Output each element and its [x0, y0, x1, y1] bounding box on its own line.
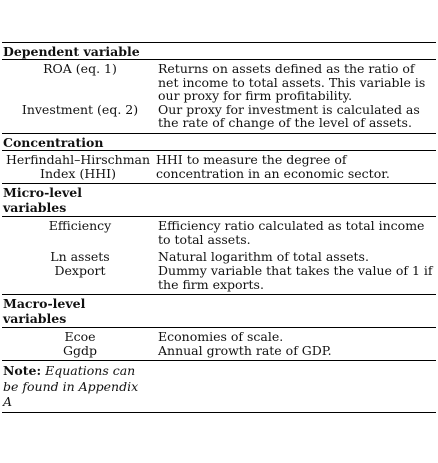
table-row	[2, 344, 436, 358]
table-row	[2, 250, 436, 264]
variable-name: Ggdp	[63, 342, 97, 358]
variable-description: HHI to measure the degree of concentration in an economic sector.	[156, 151, 390, 181]
variable-description: Efficiency ratio calculated as total income to total assets.	[158, 218, 425, 247]
variable-description: Natural logarithm of total assets.	[158, 249, 369, 265]
variable-name: Dexport	[54, 262, 106, 278]
variable-name: Investment (eq. 2)	[21, 101, 139, 117]
variable-description: Returns on assets defined as the ratio of net income to total assets. This variable is our proxy for firm profitability.	[158, 61, 426, 104]
table-row	[2, 62, 436, 103]
variable-description: Economies of scale.	[158, 329, 284, 345]
table-row	[2, 264, 436, 291]
variables-table	[2, 42, 436, 413]
section-heading-text: Macro-level variables	[3, 296, 86, 327]
table-row	[2, 330, 436, 344]
section-heading-concentration: Concentration	[2, 134, 436, 151]
section-body-micro	[2, 217, 436, 295]
table-row	[2, 153, 436, 180]
variable-description: Dummy variable that takes the value of 1 if the firm exports.	[158, 262, 433, 292]
table-row	[2, 219, 436, 246]
table-row	[2, 103, 436, 130]
table-note	[2, 361, 151, 412]
section-body-concentration	[2, 151, 436, 184]
section-body-macro	[2, 328, 436, 361]
note-label: Note:	[3, 363, 42, 379]
variable-name: Ln assets	[50, 249, 110, 265]
section-body-dependent	[2, 60, 436, 134]
variable-description: Our proxy for investment is calculated as the rate of change of the level of assets.	[158, 101, 420, 131]
variable-name: ROA (eq. 1)	[43, 61, 117, 76]
variable-name: Herfindahl–Hirschman Index (HHI)	[5, 151, 151, 181]
section-heading-text: Micro-level variables	[3, 185, 82, 216]
section-heading-macro	[2, 295, 436, 328]
section-heading-dependent: Dependent variable	[2, 43, 436, 60]
variable-name: Ecoe	[64, 329, 96, 345]
variable-name: Efficiency	[48, 218, 112, 234]
section-heading-micro	[2, 184, 436, 217]
variable-description: Annual growth rate of GDP.	[158, 342, 332, 358]
note-text: Equations can be found in Appendix A	[3, 363, 139, 410]
